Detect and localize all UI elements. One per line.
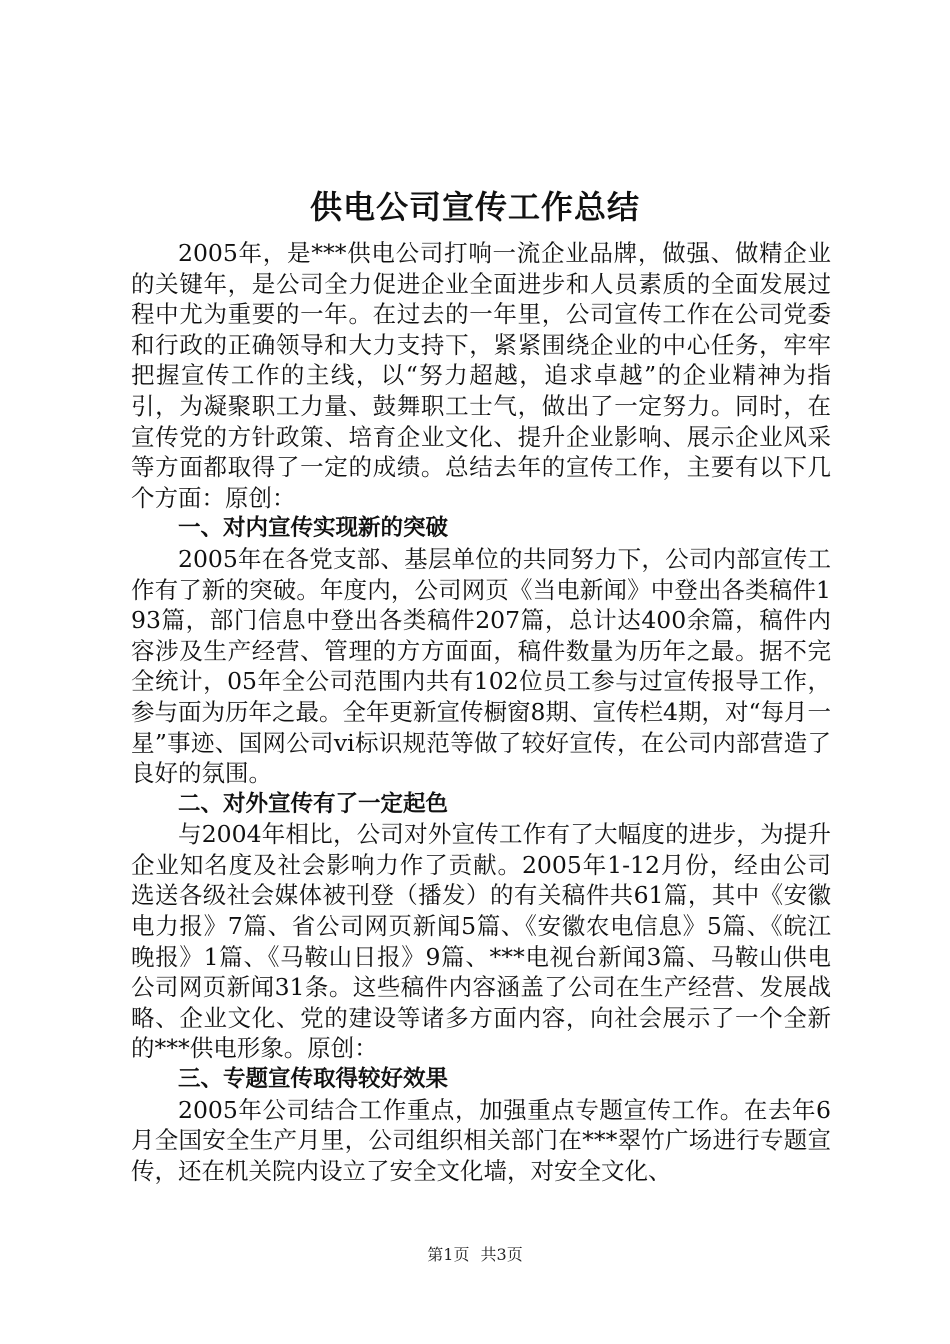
section-2-paragraph: 与2004年相比，公司对外宣传工作有了大幅度的进步，为提升企业知名度及社会影响力作了贡献。2005年1-12月份，经由公司选送各级社会媒体被刊登（播发）的有关稿件共61篇，其中《安徽电力报》7篇、省公司网页新闻5篇、《安徽农电信息》5篇、《皖江晚报》1篇、《马鞍山日报》9篇、***电视台新闻3篇、马鞍山供电公司网页新闻31条。这些稿件内容涵盖了公司在生产经营、发展战略、企业文化、党的建设等诸多方面内容，向社会展示了一个全新的***供电形象。原创： xyxy=(131,820,831,1063)
section-1-paragraph: 2005年在各党支部、基层单位的共同努力下，公司内部宣传工作有了新的突破。年度内，公司网页《当电新闻》中登出各类稿件193篇，部门信息中登出各类稿件207篇，总计达400余篇，稿件内容涉及生产经营、管理的方方面面，稿件数量为历年之最。据不完全统计，05年全公司范围内共有102位员工参与过宣传报导工作，参与面为历年之最。全年更新宣传橱窗8期、宣传栏4期，对“每月一星”事迹、国网公司vi标识规范等做了较好宣传，在公司内部营造了良好的氛围。 xyxy=(131,544,831,788)
section-heading-2: 二、对外宣传有了一定起色 xyxy=(178,790,449,817)
page-footer xyxy=(0,1244,950,1266)
section-heading-3: 三、专题宣传取得较好效果 xyxy=(178,1066,449,1093)
intro-paragraph: 2005年，是***供电公司打响一流企业品牌，做强、做精企业的关键年，是公司全力促进企业全面进步和人员素质的全面发展过程中尤为重要的一年。在过去的一年里，公司宣传工作在公司党委和行政的正确领导和大力支持下，紧紧围绕企业的中心任务，牢牢把握宣传工作的主线，以“努力超越，追求卓越”的企业精神为指引，为凝聚职工力量、鼓舞职工士气，做出了一定努力。同时，在宣传党的方针政策、培育企业文化、提升企业影响、展示企业风采等方面都取得了一定的成绩。总结去年的宣传工作，主要有以下几个方面：原创： xyxy=(131,239,831,512)
document-body xyxy=(131,238,831,1186)
page-total: 共3页 xyxy=(480,1245,523,1264)
section-3-paragraph: 2005年公司结合工作重点，加强重点专题宣传工作。在去年6月全国安全生产月里，公司组织相关部门在***翠竹广场进行专题宣传，还在机关院内设立了安全文化墙，对安全文化、 xyxy=(131,1095,831,1185)
section-heading-1: 一、对内宣传实现新的突破 xyxy=(178,515,449,542)
page-number: 第1页 xyxy=(427,1245,470,1264)
document-title: 供电公司宣传工作总结 xyxy=(309,188,640,226)
